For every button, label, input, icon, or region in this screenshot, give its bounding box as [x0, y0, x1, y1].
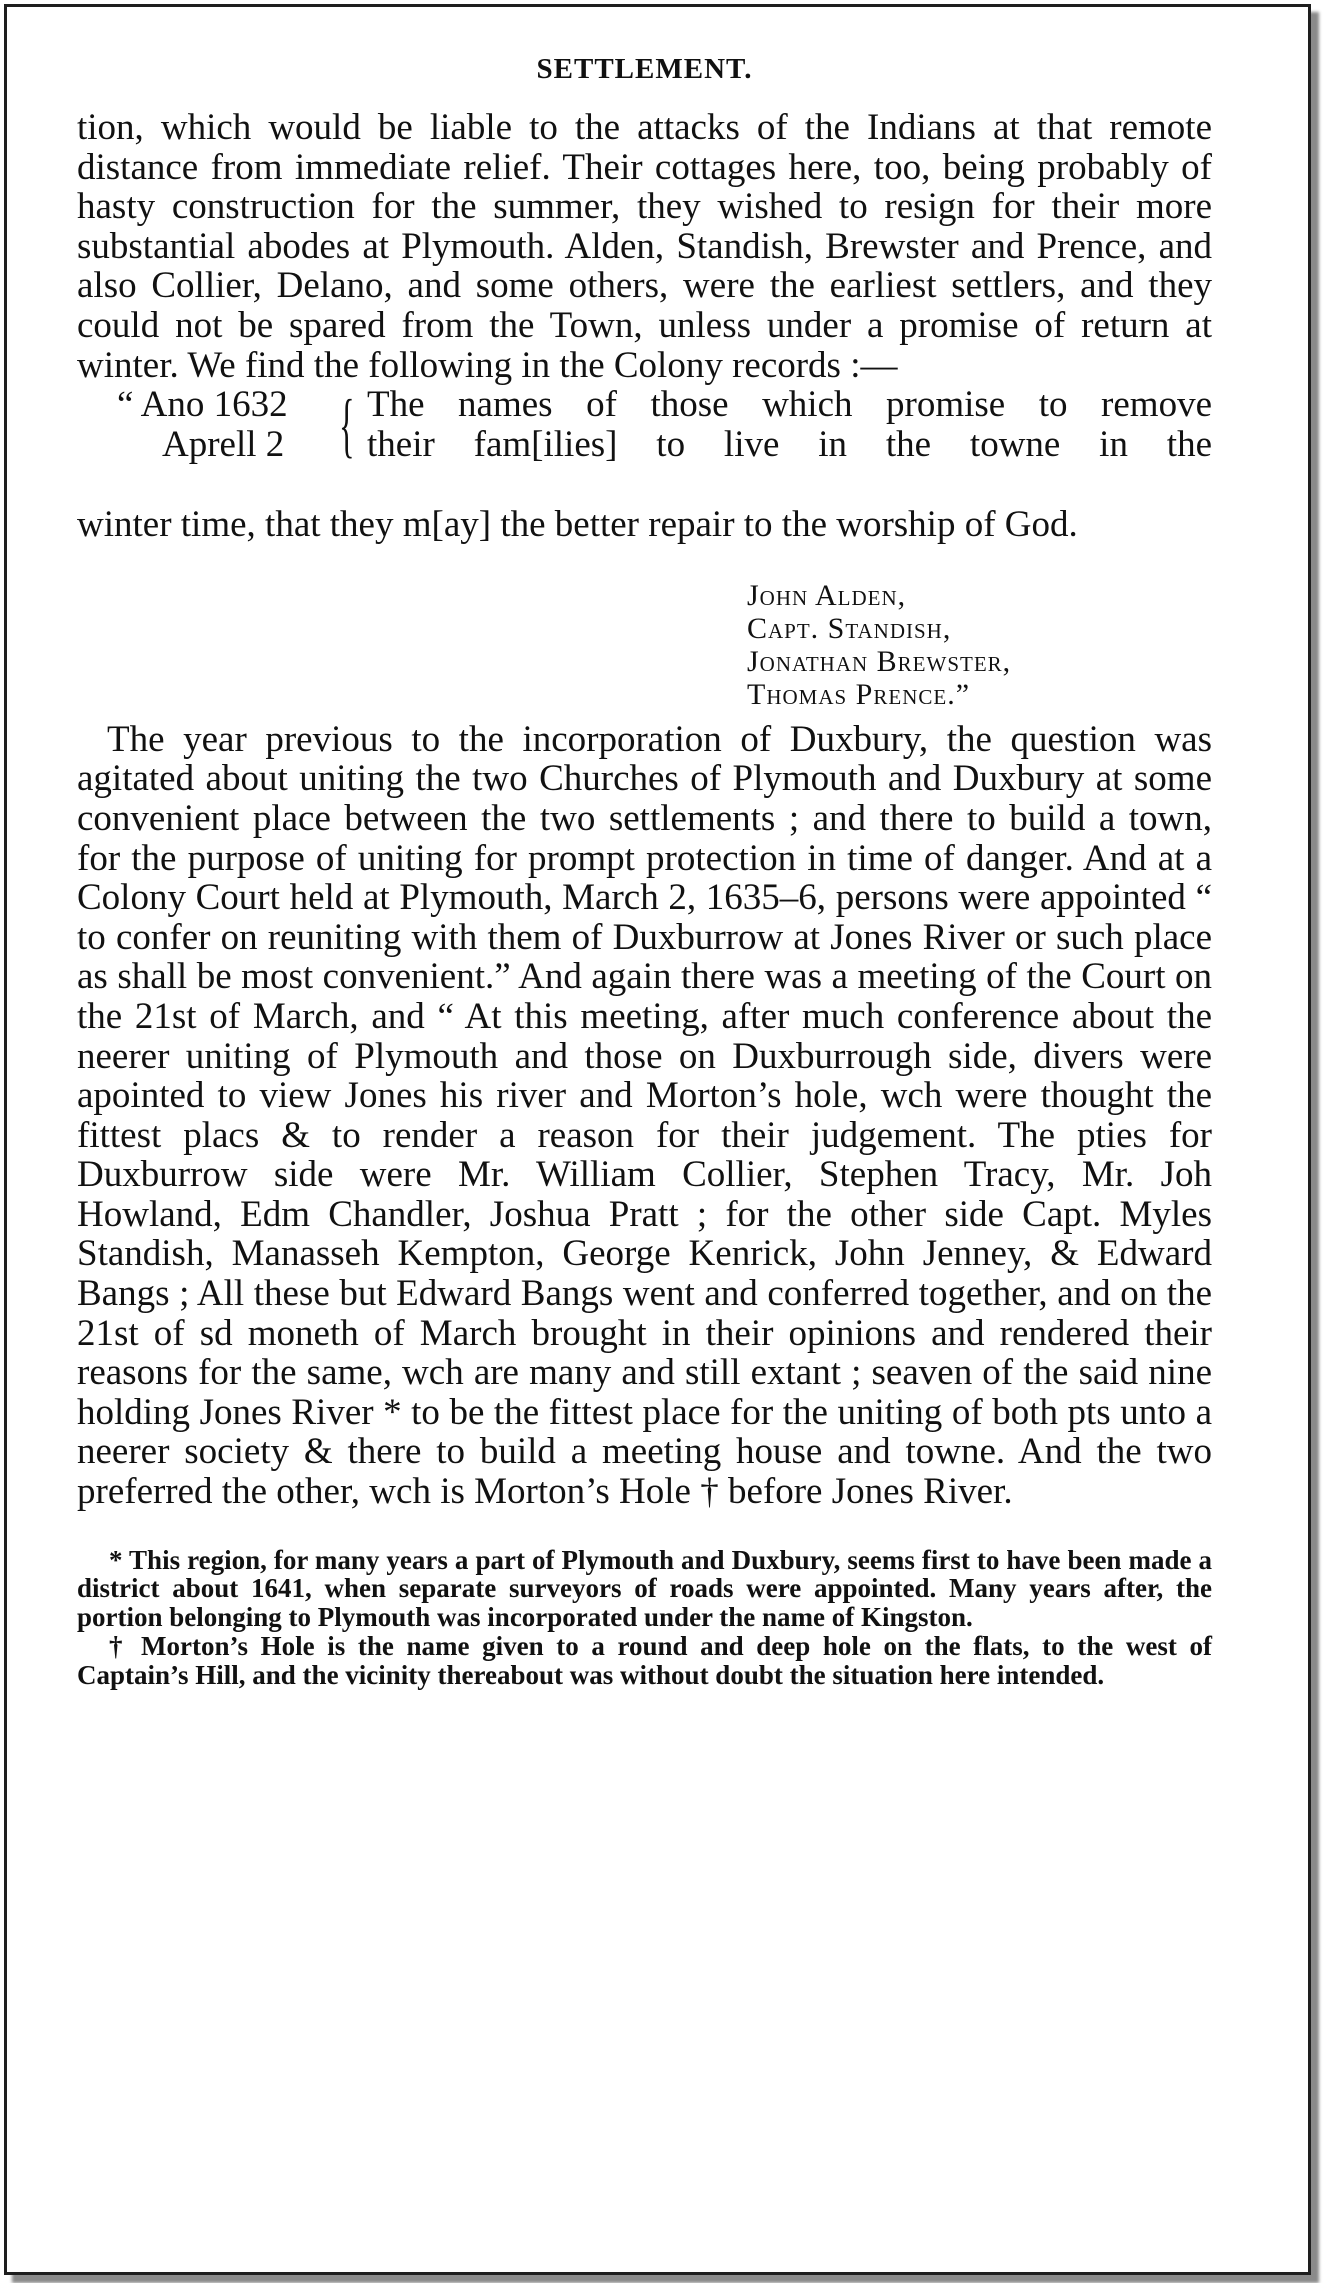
quote-text-line-2: their fam[ilies] to live in the towne in the [367, 423, 1212, 465]
colony-record-quote [77, 385, 1212, 505]
signer-list [77, 576, 1212, 711]
quote-date-line-1: “ Ano 1632 [117, 384, 288, 426]
quote-text-line-1: The names of those which promise to remove [367, 384, 1212, 426]
running-head: SETTLEMENT. [536, 53, 753, 85]
signer-2: Capt. Standish, [747, 611, 952, 645]
quote-date [117, 385, 377, 464]
quote-date-line-2: Aprell 2 [162, 423, 285, 465]
footnote-1: * This region, for many years a part of Plymouth and Duxbury, seems first to have been made a district about 1641, when separate surveyors of roads were appointed. Many years after, the portion belonging to Plymouth was incorporated under the name of Kingston. [77, 1544, 1212, 1633]
footnote-2: † Morton’s Hole is the name given to a round and deep hole on the flats, to the west of Captain’s Hill, and the vicinity thereabout was without doubt the situation here intended. [77, 1631, 1212, 1690]
paragraph-2: The year previous to the incorporation of Duxbury, the question was agitated about uniting the two Churches of Plymouth and Duxbury at some convenient place between the two settlements ; and there to build a town, for the purpose of uniting for prompt protection in time of danger. And at a Colony Court held at Plymouth, March 2, 1635–6, persons were appointed “ to confer on reuniting with them of Duxburrow at Jones River or such place as shall be most convenient.” And again there was a meeting of the Court on the 21st of March, and “ At this meeting, after much conference about the neerer uniting of Plymouth and those on Duxburrough side, divers were apointed to view Jones his river and Morton’s hole, wch were thought the fittest placs & to render a reason for their judgement. The pties for Duxburrow side were Mr. William Collier, Stephen Tracy, Mr. Joh Howland, Edm Chandler, Joshua Pratt ; for the other side Capt. Myles Standish, Manasseh Kempton, George Kenrick, John Jenney, & Edward Bangs ; All these but Edward Bangs went and conferred together, and on the 21st of sd moneth of March brought in their opinions and rendered their reasons for the same, wch are many and still extant ; seaven of the said nine holding Jones River * to be the fittest place for the uniting of both pts unto a neerer society & there to build a meeting house and towne. And the two preferred the other, wch is Morton’s Hole † before Jones River. [77, 718, 1212, 1513]
brace-icon: { [339, 385, 355, 466]
footnotes [77, 1546, 1212, 1690]
signer-1: John Alden, [747, 578, 907, 612]
paragraph-1: tion, which would be liable to the attacks of the Indians at that remote distance from immediate relief. Their cottages here, too, being probably of hasty construction for the summer, they wished to resign for their more substantial abodes at Plymouth. Alden, Standish, Brewster and Prence, and also Collier, Delano, and some others, were the earliest settlers, and they could not be spared from the Town, unless under a promise of return at winter. We find the following in the Colony records :— [77, 107, 1212, 386]
quote-text [367, 385, 1212, 464]
signer-3: Jonathan Brewster, [747, 644, 1012, 678]
quote-text-rest: winter time, that they m[ay] the better repair to the worship of God. [77, 504, 1078, 546]
page-frame [4, 4, 1311, 2275]
book-page [77, 45, 1212, 1690]
signer-4: Thomas Prence.” [747, 677, 971, 711]
